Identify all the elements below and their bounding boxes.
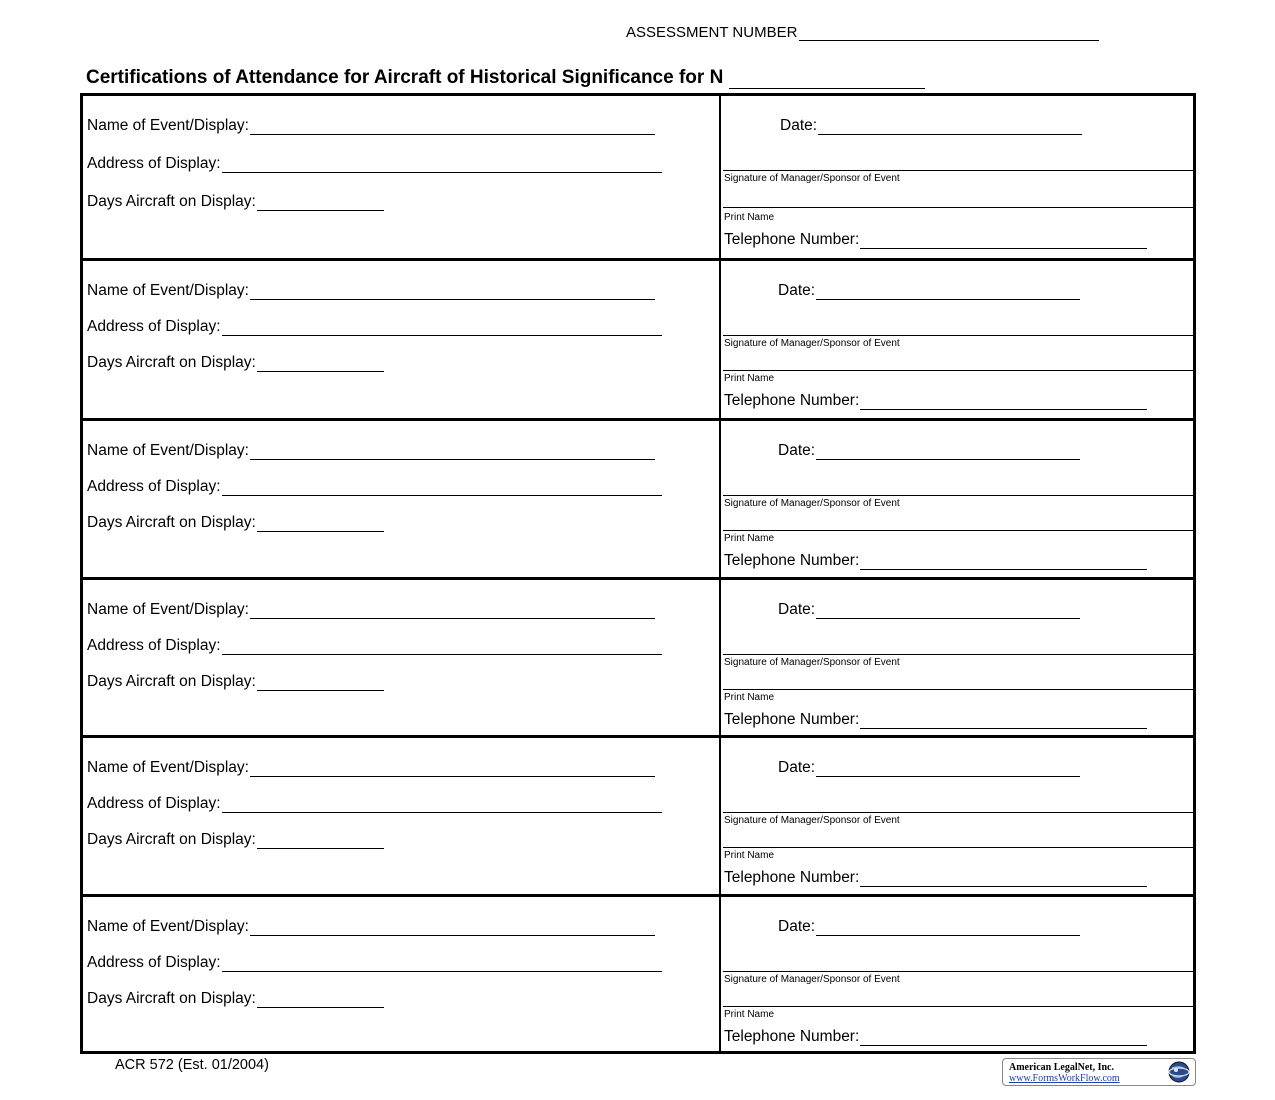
event-name-field — [87, 117, 655, 135]
address-blank[interactable] — [222, 796, 662, 813]
telephone-blank[interactable] — [860, 393, 1147, 410]
print-name-line[interactable] — [723, 847, 1195, 848]
print-name-caption: Print Name — [724, 1009, 775, 1020]
signature-caption: Signature of Manager/Sponsor of Event — [724, 974, 900, 985]
column-divider — [719, 580, 721, 735]
days-on-display-blank[interactable] — [257, 674, 384, 691]
days-on-display-blank[interactable] — [257, 832, 384, 849]
telephone-label: Telephone Number: — [724, 231, 860, 248]
telephone-label: Telephone Number: — [724, 1028, 860, 1045]
event-name-field — [87, 918, 655, 936]
event-name-label: Name of Event/Display: — [87, 442, 249, 459]
certification-row — [83, 894, 1193, 1054]
date-label: Date: — [778, 918, 816, 935]
publisher-name: American LegalNet, Inc. — [1009, 1062, 1114, 1073]
date-blank[interactable] — [818, 118, 1082, 135]
print-name-line[interactable] — [723, 530, 1195, 531]
date-blank[interactable] — [816, 443, 1080, 460]
certification-row — [83, 735, 1193, 894]
print-name-caption: Print Name — [724, 212, 775, 223]
telephone-field — [724, 392, 1147, 410]
telephone-field — [724, 711, 1147, 729]
days-on-display-field — [87, 354, 384, 372]
date-field — [780, 117, 1082, 135]
event-name-label: Name of Event/Display: — [87, 117, 249, 134]
days-on-display-label: Days Aircraft on Display: — [87, 990, 256, 1007]
telephone-label: Telephone Number: — [724, 711, 860, 728]
print-name-caption: Print Name — [724, 692, 775, 703]
print-name-caption: Print Name — [724, 533, 775, 544]
address-label: Address of Display: — [87, 155, 221, 172]
column-divider — [719, 421, 721, 577]
event-name-blank[interactable] — [250, 443, 655, 460]
days-on-display-label: Days Aircraft on Display: — [87, 673, 256, 690]
address-label: Address of Display: — [87, 954, 221, 971]
assessment-number-blank[interactable] — [799, 24, 1099, 41]
event-name-blank[interactable] — [250, 760, 655, 777]
days-on-display-label: Days Aircraft on Display: — [87, 193, 256, 210]
certification-row — [83, 577, 1193, 735]
telephone-field — [724, 552, 1147, 570]
address-field — [87, 478, 662, 496]
event-name-field — [87, 759, 655, 777]
days-on-display-field — [87, 193, 384, 211]
address-blank[interactable] — [222, 638, 662, 655]
telephone-blank[interactable] — [860, 870, 1147, 887]
event-name-label: Name of Event/Display: — [87, 759, 249, 776]
column-divider — [719, 738, 721, 894]
days-on-display-field — [87, 514, 384, 532]
assessment-number-label: ASSESSMENT NUMBER — [626, 24, 798, 41]
print-name-caption: Print Name — [724, 373, 775, 384]
signature-caption: Signature of Manager/Sponsor of Event — [724, 173, 900, 184]
signature-caption: Signature of Manager/Sponsor of Event — [724, 498, 900, 509]
publisher-url[interactable]: www.FormsWorkFlow.com — [1009, 1073, 1120, 1084]
certification-row — [83, 418, 1193, 577]
address-blank[interactable] — [222, 156, 662, 173]
event-name-label: Name of Event/Display: — [87, 282, 249, 299]
column-divider — [719, 897, 721, 1054]
telephone-blank[interactable] — [860, 712, 1147, 729]
print-name-line[interactable] — [723, 370, 1195, 371]
signature-caption: Signature of Manager/Sponsor of Event — [724, 657, 900, 668]
date-label: Date: — [778, 759, 816, 776]
date-blank[interactable] — [816, 283, 1080, 300]
event-name-field — [87, 442, 655, 460]
address-label: Address of Display: — [87, 795, 221, 812]
column-divider — [719, 261, 721, 418]
telephone-blank[interactable] — [860, 553, 1147, 570]
address-blank[interactable] — [222, 955, 662, 972]
days-on-display-blank[interactable] — [257, 194, 384, 211]
days-on-display-label: Days Aircraft on Display: — [87, 514, 256, 531]
date-blank[interactable] — [816, 602, 1080, 619]
print-name-caption: Print Name — [724, 850, 775, 861]
publisher-logo — [1002, 1058, 1196, 1086]
date-field — [778, 442, 1080, 460]
days-on-display-blank[interactable] — [257, 991, 384, 1008]
telephone-field — [724, 1028, 1147, 1046]
event-name-blank[interactable] — [250, 602, 655, 619]
days-on-display-blank[interactable] — [257, 355, 384, 372]
event-name-field — [87, 282, 655, 300]
address-field — [87, 155, 662, 173]
page-title-text: Certifications of Attendance for Aircraft of Historical Significance for N — [86, 67, 724, 88]
date-field — [778, 918, 1080, 936]
date-blank[interactable] — [816, 919, 1080, 936]
telephone-label: Telephone Number: — [724, 392, 860, 409]
event-name-label: Name of Event/Display: — [87, 918, 249, 935]
event-name-blank[interactable] — [250, 283, 655, 300]
date-label: Date: — [780, 117, 818, 134]
signature-caption: Signature of Manager/Sponsor of Event — [724, 338, 900, 349]
address-label: Address of Display: — [87, 478, 221, 495]
event-name-label: Name of Event/Display: — [87, 601, 249, 618]
event-name-blank[interactable] — [250, 118, 655, 135]
signature-line[interactable] — [723, 654, 1195, 655]
n-number-blank[interactable] — [729, 70, 925, 89]
date-label: Date: — [778, 601, 816, 618]
date-field — [778, 282, 1080, 300]
date-field — [778, 601, 1080, 619]
print-name-line[interactable] — [723, 207, 1195, 208]
certification-row — [83, 96, 1193, 258]
print-name-line[interactable] — [723, 1006, 1195, 1007]
signature-caption: Signature of Manager/Sponsor of Event — [724, 815, 900, 826]
event-name-blank[interactable] — [250, 919, 655, 936]
address-blank[interactable] — [222, 479, 662, 496]
event-name-field — [87, 601, 655, 619]
telephone-blank[interactable] — [860, 232, 1147, 249]
address-field — [87, 954, 662, 972]
globe-icon — [1168, 1061, 1190, 1083]
signature-line[interactable] — [723, 971, 1195, 972]
address-field — [87, 318, 662, 336]
column-divider — [719, 96, 721, 258]
signature-line[interactable] — [723, 495, 1195, 496]
signature-line[interactable] — [723, 812, 1195, 813]
telephone-blank[interactable] — [860, 1029, 1147, 1046]
certification-table — [80, 93, 1196, 1054]
certification-row — [83, 258, 1193, 418]
signature-line[interactable] — [723, 335, 1195, 336]
address-field — [87, 795, 662, 813]
assessment-number-field — [626, 24, 1099, 41]
address-label: Address of Display: — [87, 637, 221, 654]
days-on-display-field — [87, 673, 384, 691]
days-on-display-blank[interactable] — [257, 515, 384, 532]
date-label: Date: — [778, 442, 816, 459]
days-on-display-field — [87, 990, 384, 1008]
telephone-field — [724, 231, 1147, 249]
telephone-label: Telephone Number: — [724, 869, 860, 886]
address-label: Address of Display: — [87, 318, 221, 335]
days-on-display-label: Days Aircraft on Display: — [87, 354, 256, 371]
date-blank[interactable] — [816, 760, 1080, 777]
days-on-display-field — [87, 831, 384, 849]
page-title — [86, 67, 925, 89]
print-name-line[interactable] — [723, 689, 1195, 690]
address-blank[interactable] — [222, 319, 662, 336]
date-field — [778, 759, 1080, 777]
telephone-label: Telephone Number: — [724, 552, 860, 569]
date-label: Date: — [778, 282, 816, 299]
form-code: ACR 572 (Est. 01/2004) — [115, 1057, 269, 1073]
address-field — [87, 637, 662, 655]
telephone-field — [724, 869, 1147, 887]
days-on-display-label: Days Aircraft on Display: — [87, 831, 256, 848]
signature-line[interactable] — [723, 170, 1195, 171]
